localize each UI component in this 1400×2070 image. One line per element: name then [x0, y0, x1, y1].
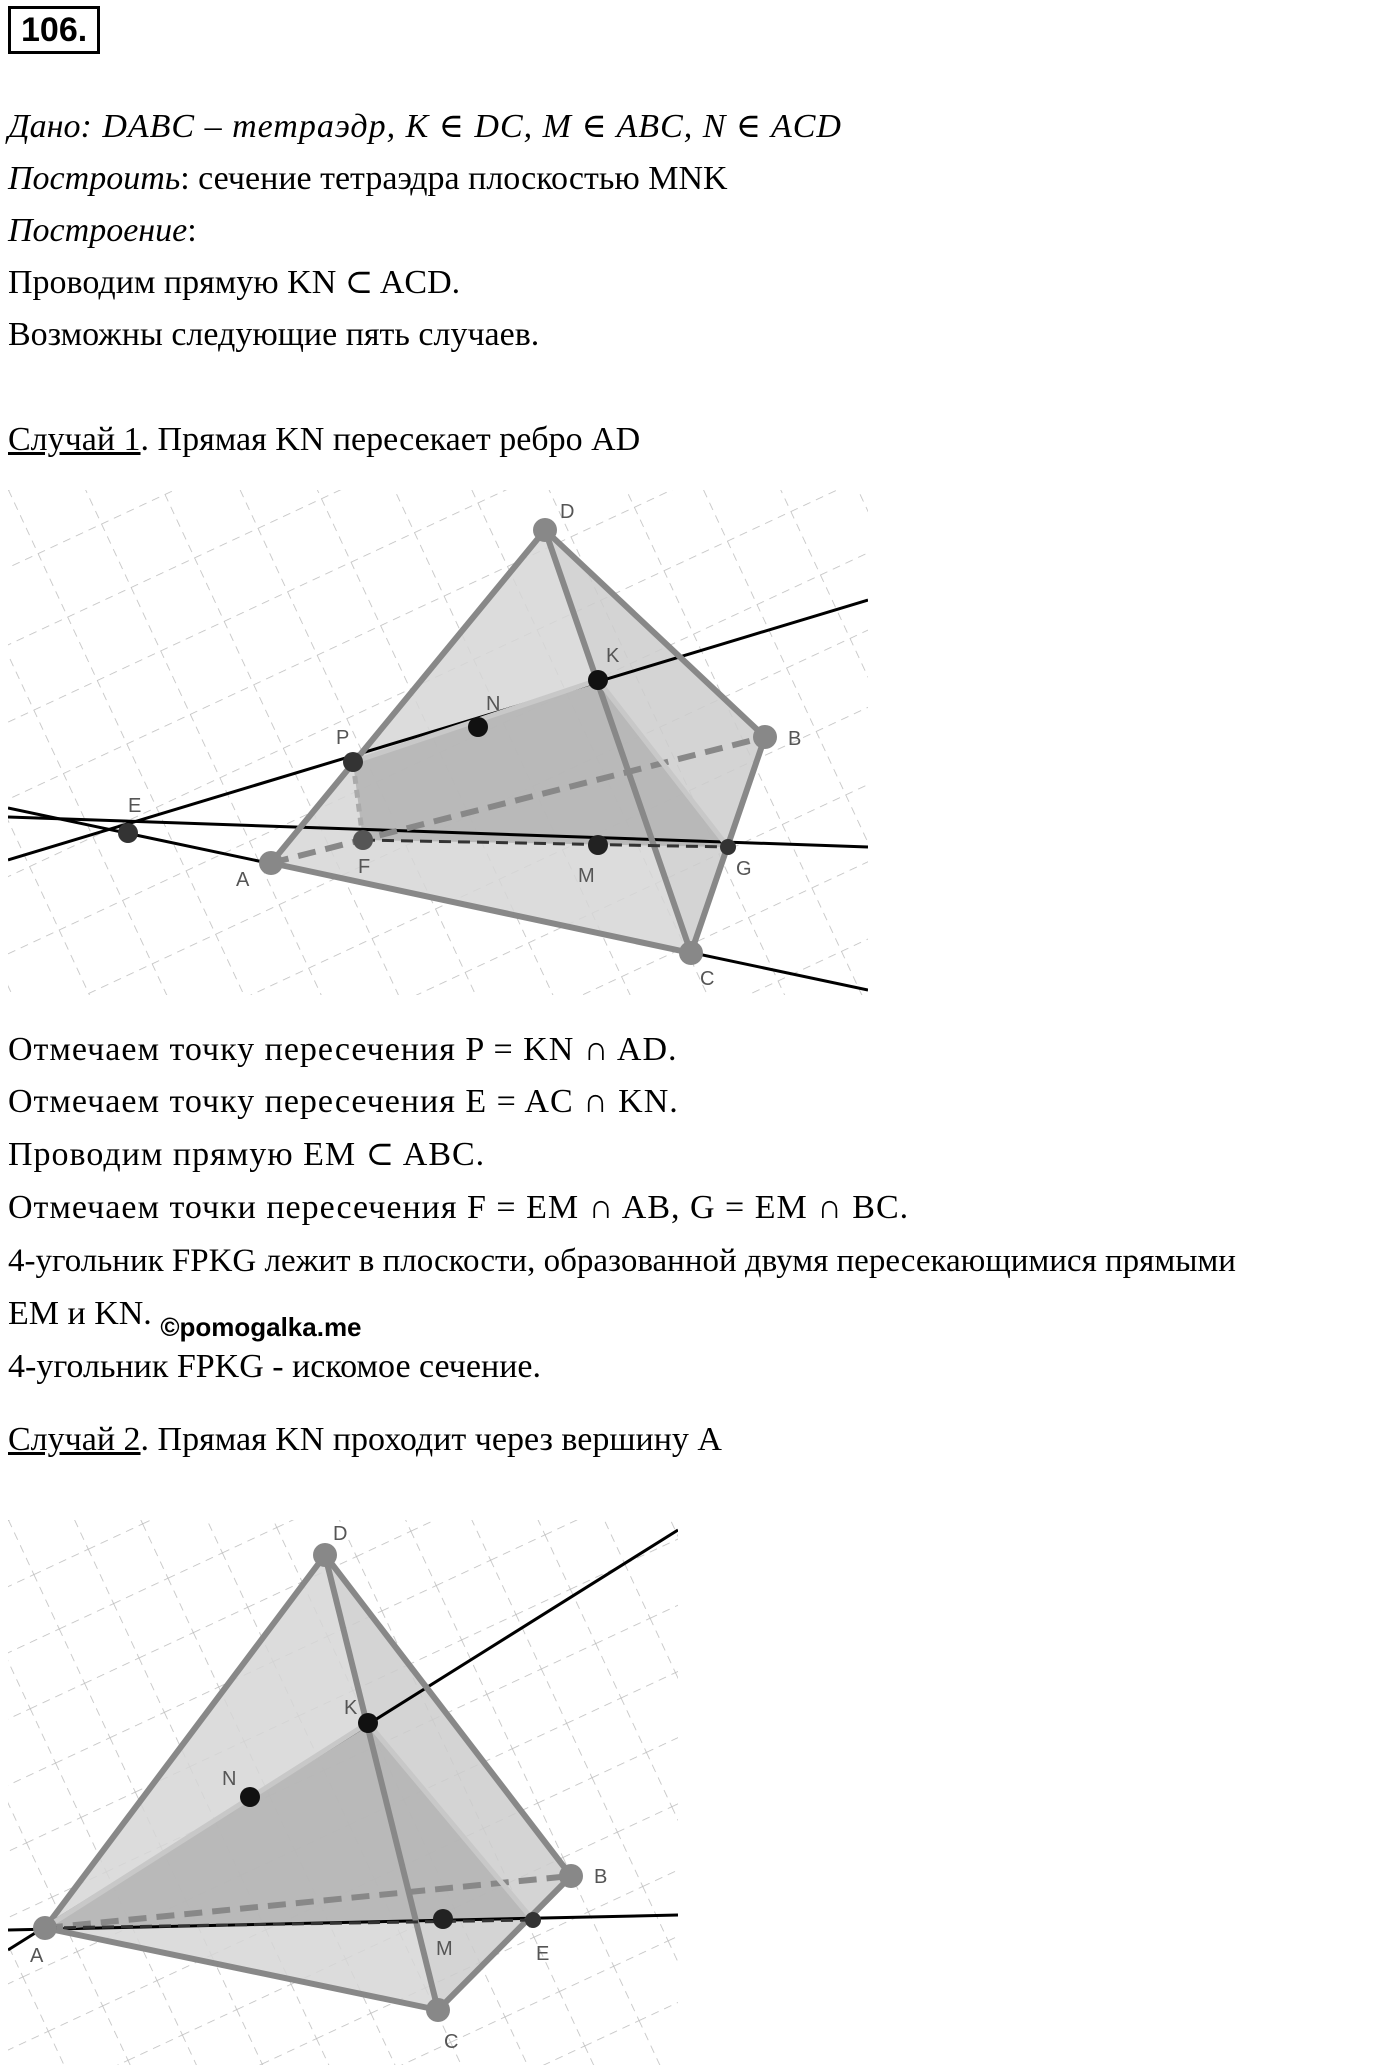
- construction-colon: :: [187, 212, 197, 249]
- point-d: [533, 518, 557, 542]
- case1-step-2: Отмечаем точку пересечения E = AC ∩ KN.: [8, 1083, 679, 1120]
- label-b: B: [788, 728, 802, 750]
- label-c-2: C: [444, 2031, 459, 2053]
- label-a-2: A: [30, 1945, 44, 1967]
- point-a: [259, 851, 283, 875]
- case2-desc: . Прямая KN проходит через вершину A: [140, 1421, 722, 1458]
- point-c-2: [426, 1998, 450, 2022]
- case1-step-5: 4-угольник FPKG лежит в плоскости, образованной двумя пересекающимися прямыми: [8, 1243, 1236, 1279]
- given-label: Дано: [8, 108, 81, 145]
- construct-label: Построить: [8, 160, 181, 197]
- label-k: K: [606, 645, 620, 667]
- case1-figure: [8, 490, 868, 995]
- point-k-2: [358, 1713, 378, 1733]
- case1-step-6-line: [8, 1294, 362, 1342]
- point-m-2: [433, 1909, 453, 1929]
- case1-step-1: Отмечаем точку пересечения P = KN ∩ AD.: [8, 1031, 678, 1068]
- case1-desc: . Прямая KN пересекает ребро AD: [140, 421, 641, 458]
- case1-title: Случай 1: [8, 421, 141, 458]
- step-line: Проводим прямую KN ⊂ ACD.: [8, 264, 461, 301]
- label-d-2: D: [333, 1523, 348, 1545]
- label-m: M: [578, 865, 595, 887]
- point-e-2: [525, 1912, 541, 1928]
- point-e: [118, 823, 138, 843]
- point-p: [343, 752, 363, 772]
- case2-heading: [8, 1420, 722, 1460]
- label-f: F: [358, 856, 371, 878]
- point-a-2: [33, 1916, 57, 1940]
- label-c: C: [700, 968, 715, 990]
- label-g: G: [736, 858, 752, 880]
- point-n: [468, 717, 488, 737]
- label-e: E: [128, 795, 142, 817]
- point-c: [679, 941, 703, 965]
- label-m-2: M: [436, 1938, 453, 1960]
- label-e-2: E: [536, 1943, 550, 1965]
- point-d-2: [313, 1543, 337, 1567]
- point-k: [588, 670, 608, 690]
- construct-text: : сечение тетраэдра плоскостью MNK: [180, 160, 728, 197]
- construction-line: [8, 211, 197, 251]
- construct-line: [8, 159, 728, 199]
- given-text: : DABC – тетраэдр, K ∈ DC, M ∈ ABC, N ∈ ACD: [80, 108, 842, 145]
- label-n-2: N: [222, 1768, 237, 1790]
- label-d: D: [560, 501, 575, 523]
- given-line: [8, 107, 842, 147]
- label-k-2: K: [344, 1697, 358, 1719]
- watermark: ©pomogalka.me: [160, 1312, 362, 1342]
- construction-label: Построение: [8, 212, 188, 249]
- case1-step-3: Проводим прямую EM ⊂ ABC.: [8, 1136, 486, 1173]
- problem-number: 106.: [8, 6, 100, 54]
- point-b-2: [559, 1864, 583, 1888]
- point-n-2: [240, 1787, 260, 1807]
- case1-heading: [8, 420, 640, 460]
- point-f: [353, 830, 373, 850]
- case1-step-7: 4-угольник FPKG - искомое сечение.: [8, 1348, 541, 1385]
- cases-intro: Возможны следующие пять случаев.: [8, 316, 540, 353]
- label-a: A: [236, 869, 250, 891]
- case2-title: Случай 2: [8, 1421, 141, 1458]
- case1-step-4: Отмечаем точки пересечения F = EM ∩ AB, G = EM ∩ BC.: [8, 1189, 910, 1226]
- point-b: [753, 725, 777, 749]
- label-b-2: B: [594, 1866, 608, 1888]
- point-m: [588, 835, 608, 855]
- label-p: P: [336, 727, 350, 749]
- case2-figure: [8, 1520, 678, 2065]
- label-n: N: [486, 693, 501, 715]
- case1-step-6: EM и KN.: [8, 1295, 152, 1332]
- point-g: [720, 839, 736, 855]
